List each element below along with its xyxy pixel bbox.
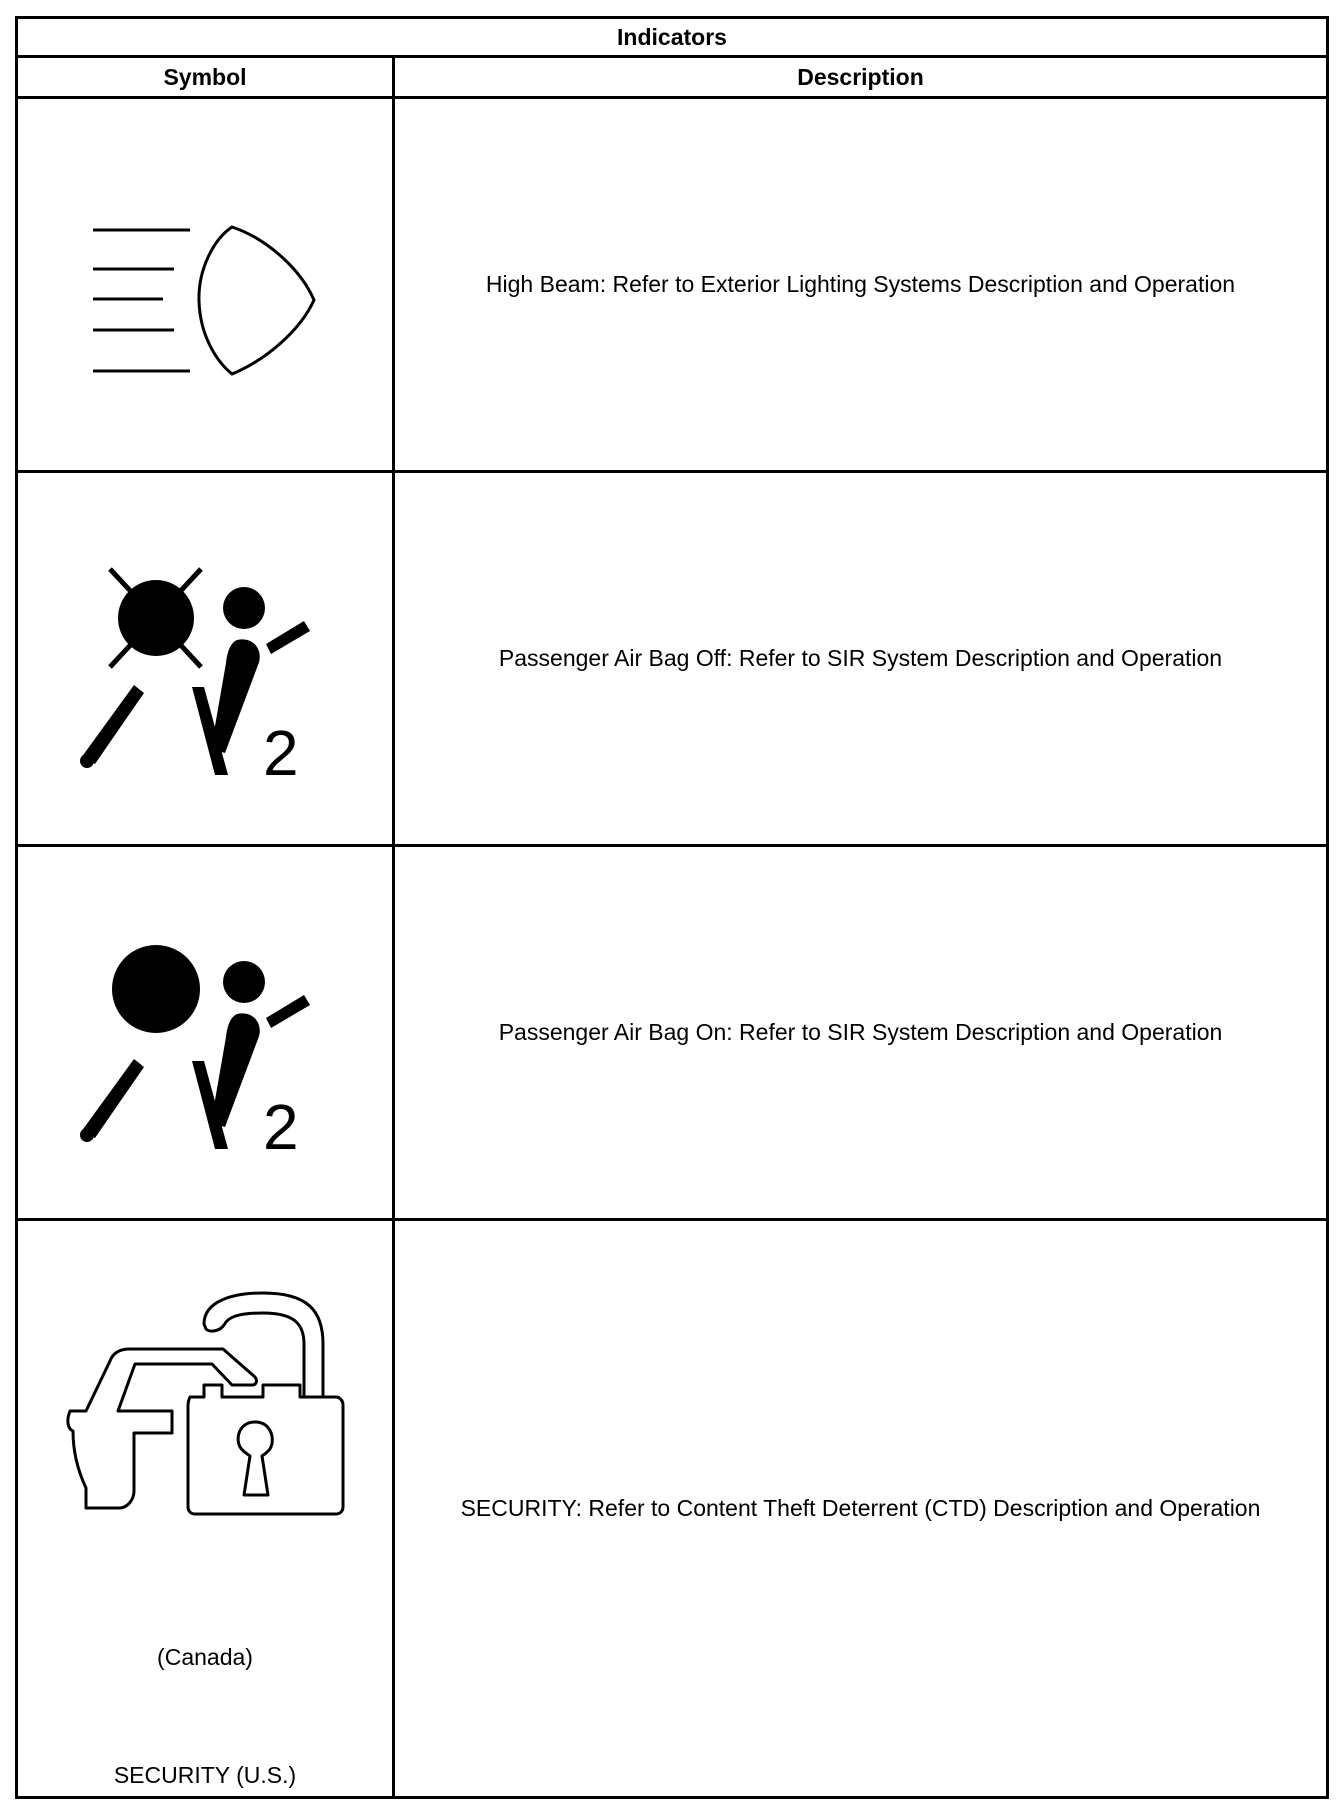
table-header-row (18, 58, 1326, 99)
symbol-cell (18, 99, 395, 470)
description-cell: High Beam: Refer to Exterior Lighting Systems Description and Operation (485, 271, 1236, 297)
high-beam-icon (18, 99, 395, 473)
description-cell: Passenger Air Bag On: Refer to SIR System Description and Operation (498, 1019, 1223, 1045)
table-row (18, 473, 1326, 847)
table-title: Indicators (18, 19, 1326, 58)
indicators-table (15, 16, 1329, 1799)
security-lock-car-icon (18, 1221, 395, 1521)
table-row (18, 847, 1326, 1221)
description-column-header: Description (797, 63, 924, 90)
symbol-cell (18, 847, 395, 1218)
symbol-cell (18, 473, 395, 844)
symbol-column-header: Symbol (18, 58, 395, 96)
table-row (18, 1221, 1326, 1796)
air-bag-seat-number: 2 (263, 717, 299, 789)
passenger-air-bag-off-icon (18, 473, 395, 847)
air-bag-seat-number: 2 (263, 1091, 299, 1163)
table-row (18, 99, 1326, 473)
passenger-air-bag-on-icon (18, 847, 395, 1221)
symbol-cell (18, 1221, 395, 1796)
canada-caption: (Canada) (157, 1644, 253, 1670)
description-cell: SECURITY: Refer to Content Theft Deterrent (CTD) Description and Operation (460, 1495, 1261, 1521)
description-cell: Passenger Air Bag Off: Refer to SIR System Description and Operation (498, 645, 1223, 671)
us-caption: SECURITY (U.S.) (113, 1762, 297, 1788)
